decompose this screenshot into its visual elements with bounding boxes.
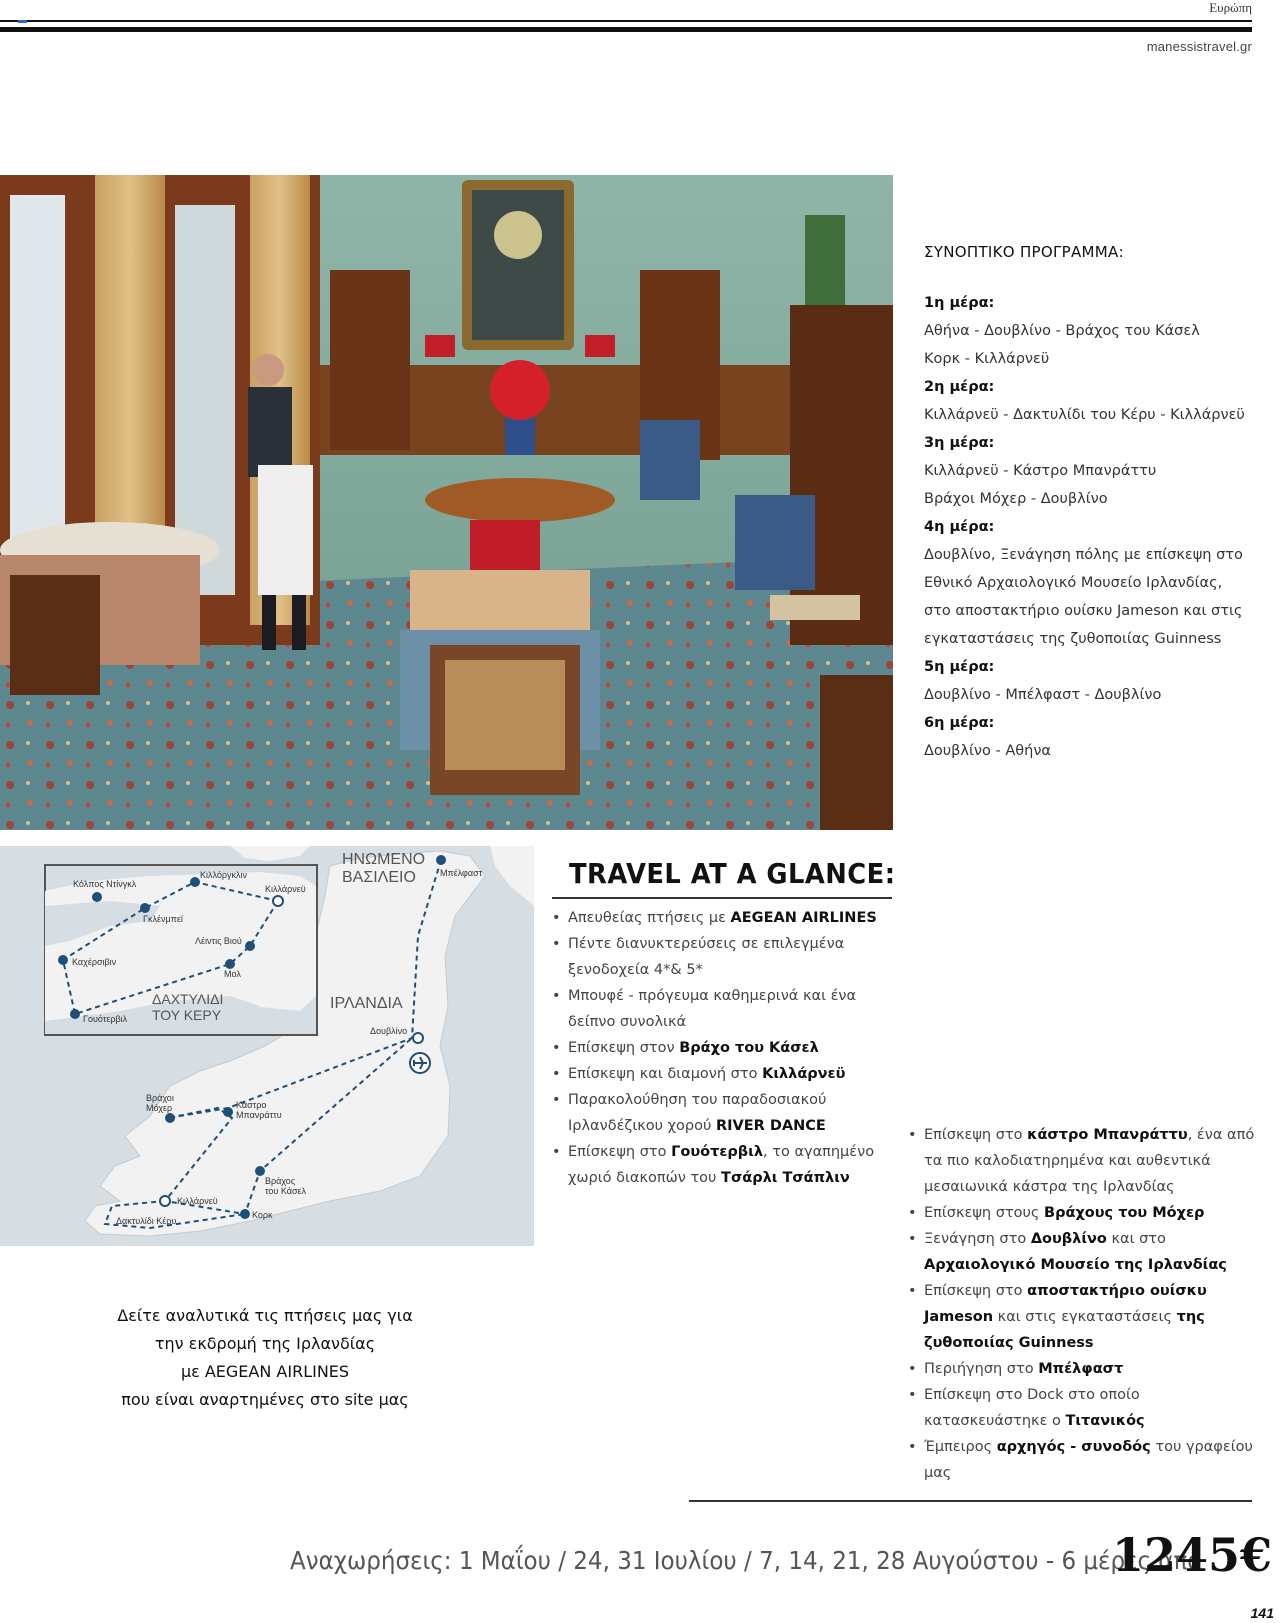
- place-label: Κιλλάρνεϋ: [177, 1196, 218, 1206]
- inset-dot-waterville: [70, 1009, 80, 1019]
- place-label: Δακτυλίδι Κέρυ: [116, 1216, 177, 1226]
- header-rule-thin: [0, 20, 1252, 22]
- day-label: 5η μέρα:: [924, 659, 995, 675]
- place-label: Βράχος: [265, 1176, 296, 1186]
- program-day-6: [924, 709, 1264, 765]
- highlights-list-2: [908, 1122, 1258, 1486]
- inset-dot-dingle: [92, 892, 102, 902]
- day-line: Εθνικό Αρχαιολογικό Μουσείο Ιρλανδίας,: [924, 575, 1223, 591]
- day-line: Κορκ - Κιλλάρνεϋ: [924, 351, 1050, 367]
- dot-cliffs-of-moher: [165, 1113, 175, 1123]
- departures-text: Αναχωρήσεις: 1 Μαΐου / 24, 31 Ιουλίου / 7, 14, 21, 28 Αυγούστου - 6 μέρες από: [290, 1546, 1202, 1575]
- price: 1245€: [1112, 1528, 1273, 1582]
- day-label: 3η μέρα:: [924, 435, 995, 451]
- inset-label: Λέιντις Βιού: [195, 936, 242, 946]
- inset-dot-moll: [225, 959, 235, 969]
- list-item: • Περιήγηση στο Μπέλφαστ: [908, 1356, 1258, 1382]
- day-label: 1η μέρα:: [924, 295, 995, 311]
- ireland-label: ΙΡΛΑΝΔΙΑ: [330, 995, 403, 1012]
- ring-of-kerry-label: ΔΑΧΤΥΛΙΔΙ: [152, 991, 224, 1007]
- dot-cork: [240, 1209, 250, 1219]
- program-day-2: [924, 373, 1264, 429]
- inset-label: Κιλλόργκλιν: [200, 870, 247, 880]
- day-label: 6η μέρα:: [924, 715, 995, 731]
- list-item: • Έμπειρος αρχηγός - συνοδός του γραφείου μας: [908, 1434, 1258, 1486]
- inset-dot-ladies-view: [245, 941, 255, 951]
- note-line: Δείτε αναλυτικά τις πτήσεις μας για: [117, 1306, 413, 1325]
- program-list: [924, 289, 1264, 765]
- inset-dot-glenbeigh: [140, 903, 150, 913]
- dot-cashel: [255, 1166, 265, 1176]
- day-label: 4η μέρα:: [924, 519, 995, 535]
- list-item: • Επίσκεψη στο αποστακτήριο ουίσκυ Jameson και στις εγκαταστάσεις της ζυθοποιίας Guinness: [908, 1278, 1258, 1356]
- list-item: • Πέντε διανυκτερεύσεις σε επιλεγμένα ξενοδοχεία 4*& 5*: [552, 931, 892, 983]
- place-label: του Κάσελ: [265, 1186, 307, 1196]
- place-label: Μπανράττυ: [236, 1110, 282, 1120]
- uk-label: ΗΝΩΜΕΝΟ: [342, 851, 426, 868]
- header-rule-thick: [0, 27, 1252, 32]
- list-item: • Επίσκεψη στο Γουότερβιλ, το αγαπημένο χωριό διακοπών του Τσάρλι Τσάπλιν: [552, 1139, 892, 1191]
- dot-bunratty: [223, 1107, 233, 1117]
- list-item: • Επίσκεψη στο κάστρο Μπανράττυ, ένα από τα πιο καλοδιατηρημένα και αυθεντικά μεσαιωνικά κάστρα της Ιρλανδίας: [908, 1122, 1258, 1200]
- place-label: Δουβλίνο: [370, 1026, 408, 1036]
- highlights-list-1: [552, 905, 892, 1191]
- dot-killarney: [160, 1196, 170, 1206]
- website-link[interactable]: manessistravel.gr: [1146, 39, 1252, 54]
- list-item: • Επίσκεψη και διαμονή στο Κιλλάρνεϋ: [552, 1061, 892, 1087]
- hotel-interior-photo: [0, 175, 893, 830]
- inset-label: Κιλλάρνεϋ: [265, 884, 306, 894]
- day-line: Κιλλάρνεϋ - Δακτυλίδι του Κέρυ - Κιλλάρνεϋ: [924, 407, 1245, 423]
- footer-rule: [689, 1500, 1252, 1502]
- program-day-5: [924, 653, 1264, 709]
- inset-label: Γκλένμπεϊ: [143, 914, 183, 924]
- section-label: Ευρώπη: [1209, 0, 1252, 15]
- note-line: που είναι αναρτημένες στο site μας: [121, 1390, 409, 1409]
- list-item: • Παρακολούθηση του παραδοσιακού Ιρλανδέζικου χορού RIVER DANCE: [552, 1087, 892, 1139]
- program-day-3: [924, 429, 1264, 513]
- day-line: Κιλλάρνεϋ - Κάστρο Μπανράττυ: [924, 463, 1157, 479]
- day-line: Δουβλίνο - Αθήνα: [924, 743, 1051, 759]
- list-item: • Ξενάγηση στο Δουβλίνο και στο Αρχαιολογικό Μουσείο της Ιρλανδίας: [908, 1226, 1258, 1278]
- inset-label: Γουότερβιλ: [83, 1014, 128, 1024]
- place-label: Μπέλφαστ: [440, 868, 483, 878]
- header-accent-mark: [18, 20, 27, 23]
- airplane-icon: [410, 1053, 430, 1073]
- place-label: Κορκ: [252, 1210, 273, 1220]
- day-line: Δουβλίνο - Μπέλφαστ - Δουβλίνο: [924, 687, 1162, 703]
- flights-note: [100, 1302, 430, 1414]
- inset-label: Κόλπος Ντίνγκλ: [73, 879, 137, 889]
- inset-label: Μολ: [224, 969, 241, 979]
- program-day-4: [924, 513, 1264, 653]
- dot-dublin: [413, 1033, 423, 1043]
- ring-of-kerry-label: ΤΟΥ ΚΕΡΥ: [152, 1007, 222, 1023]
- dot-belfast: [436, 855, 446, 865]
- note-line: με AEGEAN AIRLINES: [180, 1362, 350, 1381]
- page-number: 141: [1250, 1605, 1274, 1621]
- program-title: ΣΥΝΟΠΤΙΚΟ ΠΡΟΓΡΑΜΜΑ:: [924, 243, 1124, 261]
- inset-dot-killarney: [273, 896, 283, 906]
- glance-title: TRAVEL AT A GLANCE:: [569, 857, 896, 890]
- uk-label: ΒΑΣΙΛΕΙΟ: [342, 869, 416, 886]
- list-item: • Μπουφέ - πρόγευμα καθημερινά και ένα δείπνο συνολικά: [552, 983, 892, 1035]
- place-label: Μόχερ: [146, 1103, 173, 1113]
- list-item: • Επίσκεψη στον Βράχο του Κάσελ: [552, 1035, 892, 1061]
- place-label: Βράχοι: [146, 1093, 174, 1103]
- day-label: 2η μέρα:: [924, 379, 995, 395]
- day-line: εγκαταστάσεις της ζυθοποιίας Guinness: [924, 631, 1222, 647]
- program-day-1: [924, 289, 1264, 373]
- inset-dot-caherdaniel: [58, 955, 68, 965]
- list-item: • Απευθείας πτήσεις με AEGEAN AIRLINES: [552, 905, 892, 931]
- inset-dot-killorglin: [190, 877, 200, 887]
- glance-rule: [552, 897, 892, 899]
- day-line: Βράχοι Μόχερ - Δουβλίνο: [924, 491, 1108, 507]
- day-line: Αθήνα - Δουβλίνο - Βράχος του Κάσελ: [924, 323, 1200, 339]
- inset-label: Καχέρσιβιν: [72, 957, 117, 967]
- place-label: Κάστρο: [236, 1100, 267, 1110]
- note-line: την εκδρομή της Ιρλανδίας: [154, 1334, 376, 1353]
- ireland-route-map: [0, 846, 534, 1246]
- list-item: • Επίσκεψη στους Βράχους του Μόχερ: [908, 1200, 1258, 1226]
- list-item: • Επίσκεψη στο Dock στο οποίο κατασκευάστηκε ο Τιτανικός: [908, 1382, 1258, 1434]
- day-line: Δουβλίνο, Ξενάγηση πόλης με επίσκεψη στο: [924, 547, 1243, 563]
- day-line: στο αποστακτήριο ουίσκυ Jameson και στις: [924, 603, 1243, 619]
